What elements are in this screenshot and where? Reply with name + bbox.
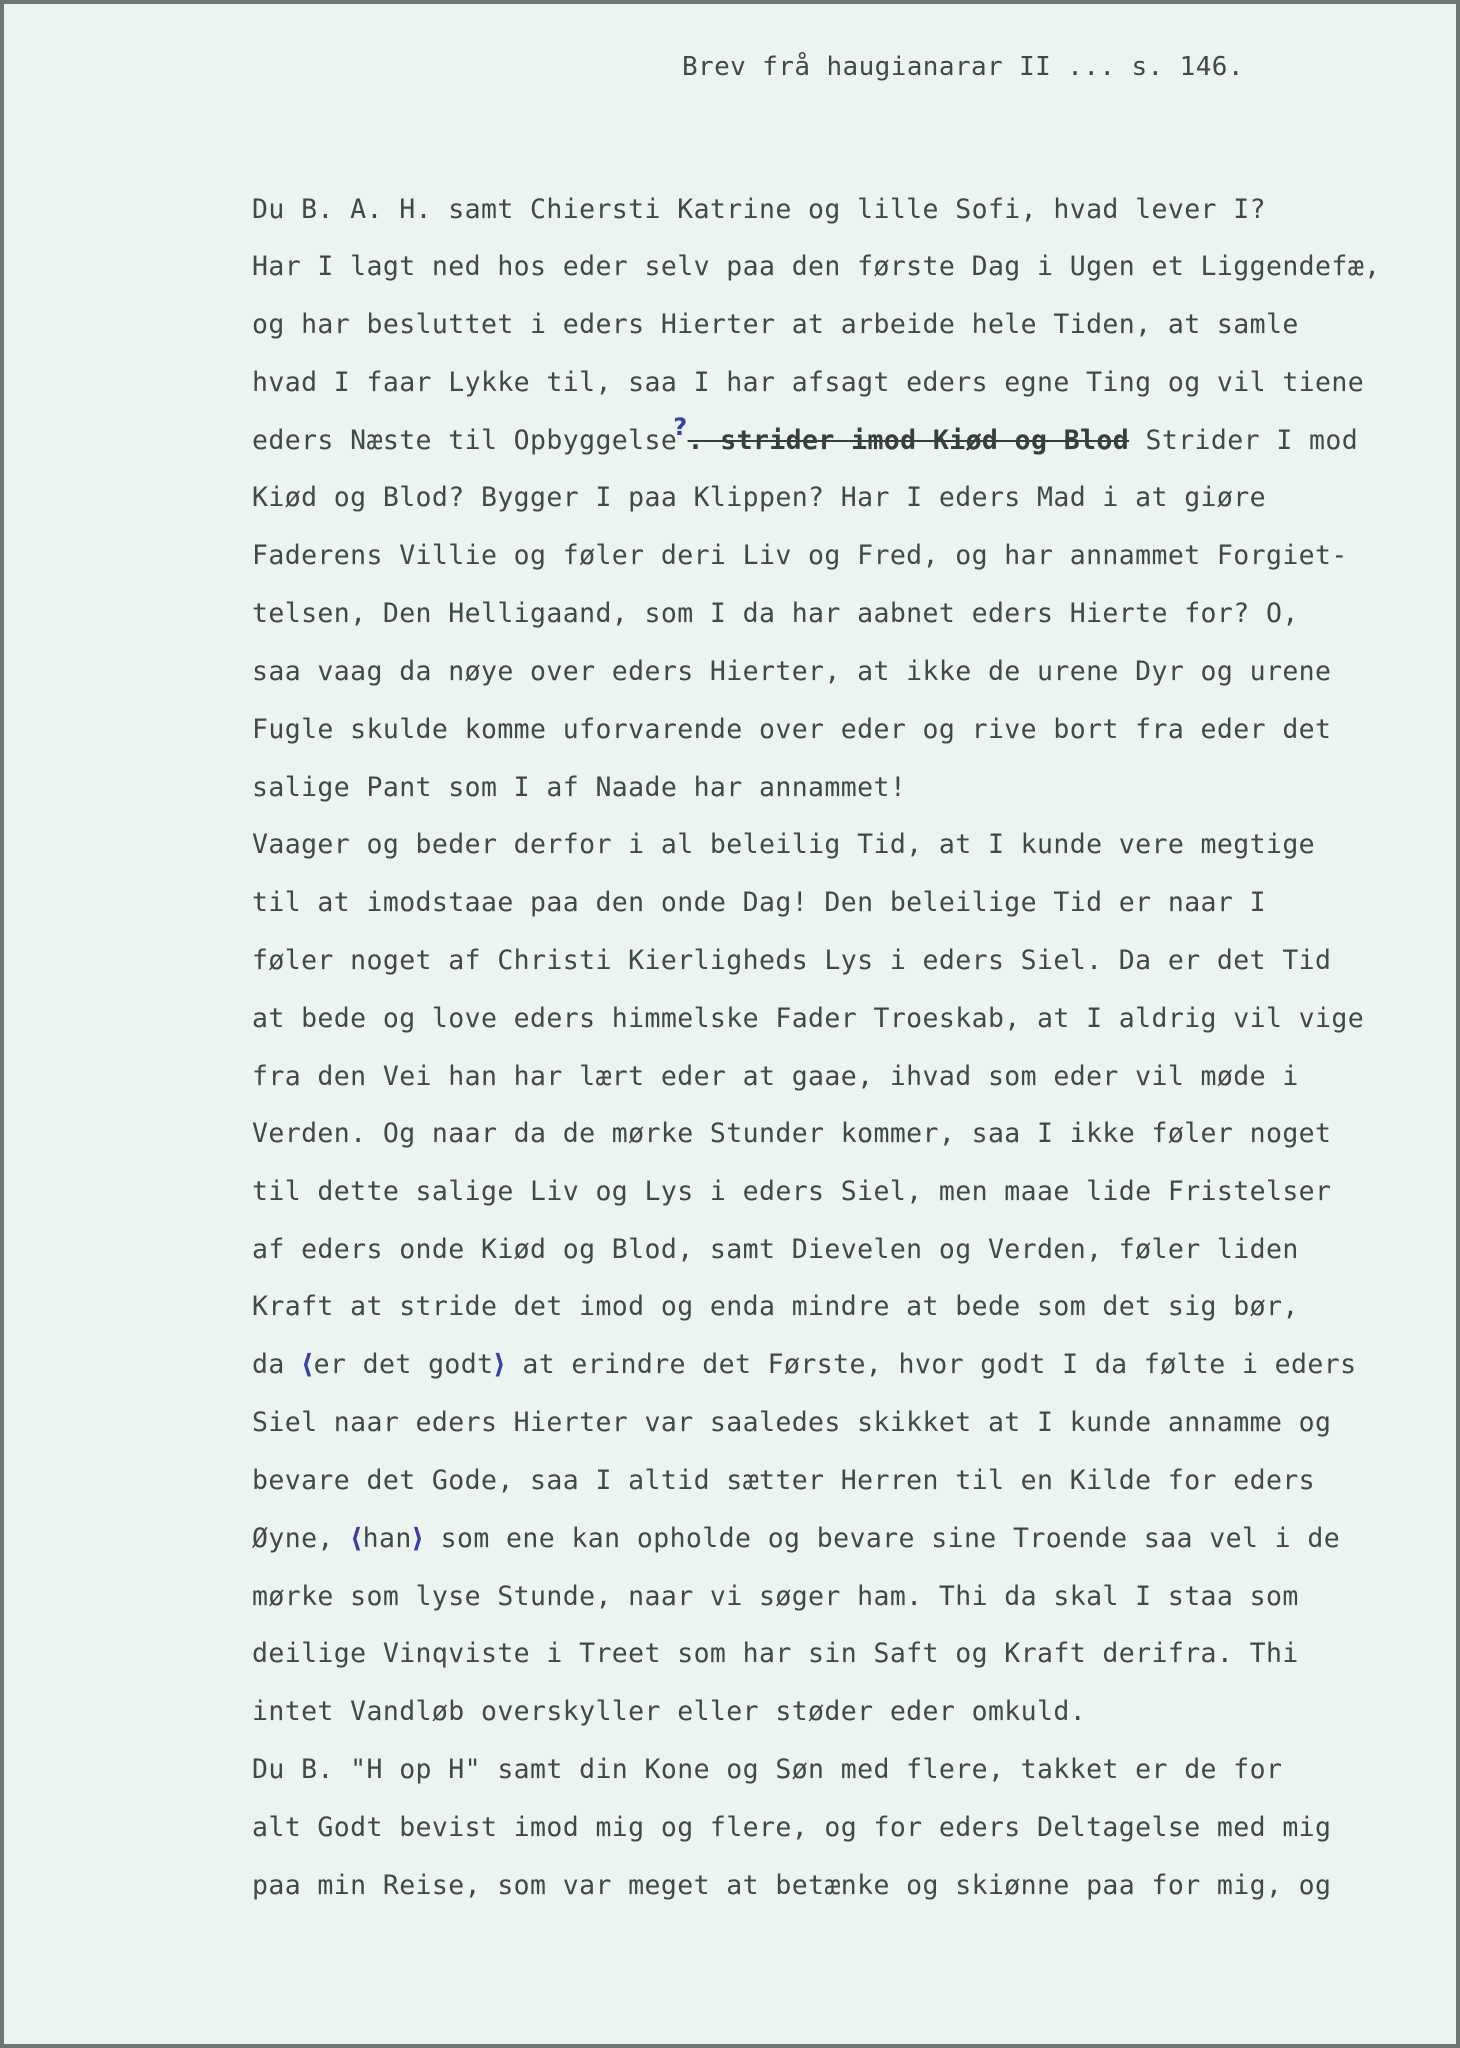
text-line: til at imodstaae paa den onde Dag! Den beleilige Tid er naar I: [252, 887, 1266, 918]
handwritten-close-bracket: ⟩: [493, 1349, 507, 1380]
inserted-text: han: [362, 1523, 412, 1554]
text-line: af eders onde Kiød og Blod, samt Dievelen og Verden, føler liden: [252, 1234, 1299, 1265]
text-line: saa vaag da nøye over eders Hierter, at ikke de urene Dyr og urene: [252, 656, 1332, 687]
text-line-with-insertion: [252, 1523, 1341, 1554]
line-text: eders Næste til Opbyggelse: [252, 425, 678, 456]
inserted-text: er det godt: [313, 1349, 494, 1380]
handwritten-close-bracket: ⟩: [411, 1523, 425, 1554]
text-line: Du B. "H op H" samt din Kone og Søn med flere, takket er de for: [252, 1754, 1283, 1785]
text-line: til dette salige Liv og Lys i eders Siel, men maae lide Fristelser: [252, 1176, 1332, 1207]
handwritten-open-bracket: ⟨: [350, 1523, 363, 1554]
text-line: salige Pant som I af Naade har annammet!: [252, 772, 907, 803]
struck-through-text: . strider imod Kiød og Blod: [687, 425, 1130, 456]
text-line: føler noget af Christi Kierligheds Lys i eders Siel. Da er det Tid: [252, 945, 1332, 976]
text-line: deilige Vinqviste i Treet som har sin Saft og Kraft derifra. Thi: [252, 1638, 1299, 1669]
text-line: Verden. Og naar da de mørke Stunder kommer, saa I ikke føler noget: [252, 1118, 1332, 1149]
line-text: Øyne,: [252, 1523, 351, 1554]
text-line: Har I lagt ned hos eder selv paa den første Dag i Ugen et Liggendefæ,: [252, 251, 1381, 282]
text-line: at bede og love eders himmelske Fader Troeskab, at I aldrig vil vige: [252, 1003, 1365, 1034]
page-header: Brev frå haugianarar II ... s. 146.: [682, 52, 1244, 82]
line-text: Strider I mod: [1129, 425, 1359, 456]
text-line: Kiød og Blod? Bygger I paa Klippen? Har I eders Mad i at giøre: [252, 482, 1266, 513]
text-line: alt Godt bevist imod mig og flere, og for eders Deltagelse med mig: [252, 1812, 1332, 1843]
line-text: at erindre det Første, hvor godt I da følte i eders: [506, 1349, 1357, 1380]
text-line: hvad I faar Lykke til, saa I har afsagt eders egne Ting og vil tiene: [252, 367, 1365, 398]
text-line-with-deletion: [252, 413, 1359, 456]
text-line: intet Vandløb overskyller eller støder eder omkuld.: [252, 1696, 1087, 1727]
line-text: da: [252, 1349, 302, 1380]
line-text: som ene kan opholde og bevare sine Troende saa vel i de: [424, 1523, 1341, 1554]
text-line: telsen, Den Helligaand, som I da har aabnet eders Hierte for? O,: [252, 598, 1299, 629]
text-line-with-insertion: [252, 1349, 1357, 1380]
text-line: Faderens Villie og føler deri Liv og Fred, og har annammet Forgiet-: [252, 540, 1348, 571]
text-line: og har besluttet i eders Hierter at arbeide hele Tiden, at samle: [252, 309, 1299, 340]
text-line: paa min Reise, som var meget at betænke og skiønne paa for mig, og: [252, 1870, 1332, 1901]
text-line: mørke som lyse Stunde, naar vi søger ham. Thi da skal I staa som: [252, 1581, 1299, 1612]
text-line: bevare det Gode, saa I altid sætter Herren til en Kilde for eders: [252, 1465, 1316, 1496]
text-line: Kraft at stride det imod og enda mindre at bede som det sig bør,: [252, 1291, 1299, 1322]
text-line: fra den Vei han har lært eder at gaae, ihvad som eder vil møde i: [252, 1061, 1299, 1092]
text-line: Siel naar eders Hierter var saaledes skikket at I kunde annamme og: [252, 1407, 1332, 1438]
handwritten-question-mark: ?: [673, 413, 688, 441]
text-line: Du B. A. H. samt Chiersti Katrine og lille Sofi, hvad lever I?: [252, 194, 1266, 225]
handwritten-open-bracket: ⟨: [301, 1349, 314, 1380]
text-line: Vaager og beder derfor i al beleilig Tid, at I kunde vere megtige: [252, 829, 1316, 860]
text-line: Fugle skulde komme uforvarende over eder og rive bort fra eder det: [252, 714, 1332, 745]
